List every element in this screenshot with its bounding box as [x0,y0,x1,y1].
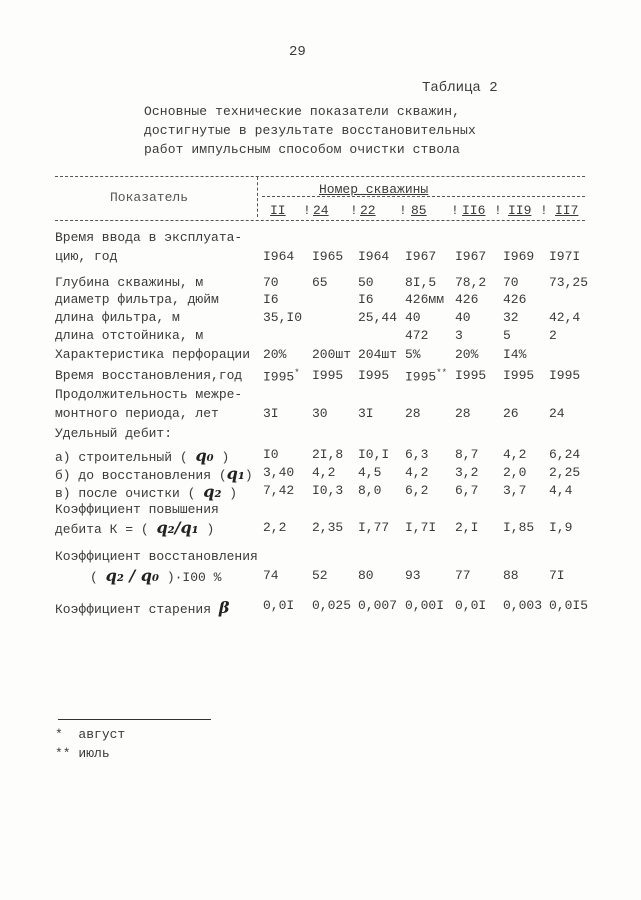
header-indicator: Показатель [110,190,189,205]
cell: 73,25 [549,275,589,290]
col-header-II7: II7 [555,203,579,218]
cell: 426мм [405,292,445,307]
cell: I969 [503,249,535,264]
cell: 30 [312,406,328,421]
row-label: Характеристика перфорации [55,347,251,362]
cell: I,7I [405,520,437,535]
cell: 204шт [358,347,398,362]
cell: 88 [503,568,519,583]
cell: I964 [358,249,390,264]
cell: 40 [455,310,471,325]
col-header-22: 22 [360,203,376,218]
cell: 8,7 [455,447,479,462]
cell: 70 [263,275,279,290]
cell: 50 [358,275,374,290]
cell: 0,0I5 [549,598,589,613]
footnote-1: * август [55,727,126,742]
col-header-24: 24 [313,203,329,218]
row-label: монтного периода, лет [55,406,219,421]
cell: I0,I [358,447,390,462]
cell: 3,2 [455,465,479,480]
row-label: б) до восстановления (q₁) [55,464,253,483]
cell: 78,2 [455,275,487,290]
cell: 2I,8 [312,447,344,462]
cell: 42,4 [549,310,581,325]
cell: 3,7 [503,483,527,498]
row-label: а) строительный ( q₀ ) [55,446,230,465]
cell: 5 [503,328,511,343]
cell: 40 [405,310,421,325]
cell: 2,I [455,520,479,535]
cell: 0,007 [358,598,398,613]
cell: 4,4 [549,483,573,498]
row-label: дебита К = ( q₂/q₁ ) [55,518,215,537]
cell: I0 [263,447,279,462]
cell: 7I [549,568,565,583]
cell: 426 [503,292,527,307]
cell: 472 [405,328,429,343]
cell: 2,2 [263,520,287,535]
cell: 2 [549,328,557,343]
cell: 70 [503,275,519,290]
cell: 20% [263,347,287,362]
table-caption-line-3: работ импульсным способом очистки ствола [144,142,461,157]
cell: 0,003 [503,598,543,613]
row-label: Время ввода в эксплуата- [55,230,243,245]
cell: 2,25 [549,465,581,480]
cell: 6,24 [549,447,581,462]
cell: 0,0I [455,598,487,613]
cell: 3I [358,406,374,421]
cell: 20% [455,347,479,362]
cell: 8I,5 [405,275,437,290]
col-header-85: 85 [411,203,427,218]
cell: I,9 [549,520,573,535]
cell: 2,0 [503,465,527,480]
cell: I995 [549,368,581,383]
row-label: Глубина скважины, м [55,275,204,290]
beta-symbol: β [218,598,230,617]
section-label: Удельный дебит: [55,426,173,441]
cell: I964 [263,249,295,264]
cell: 35,I0 [263,310,303,325]
header-bottom-rule [55,220,585,221]
cell: 25,44 [358,310,398,325]
row-label: Коэффициент восстановления [55,549,258,564]
col-separator: ! [399,203,407,218]
cell: I97I [549,249,581,264]
cell: I,77 [358,520,390,535]
cell: 65 [312,275,328,290]
row-label: Коэффициент старения β [55,598,230,617]
col-header-II: II [270,203,286,218]
cell: 6,3 [405,447,429,462]
col-separator: ! [350,203,358,218]
cell: I965 [312,249,344,264]
cell: I,85 [503,520,535,535]
q1-symbol: q₁ [226,464,245,483]
cell: 26 [503,406,519,421]
q0-symbol: q₀ [195,446,214,465]
col-header-II6: II6 [462,203,486,218]
footnote-mark: ** [436,368,448,378]
cell: 0,0I [263,598,295,613]
cell: I995 [455,368,487,383]
cell: I967 [405,249,437,264]
cell: 426 [455,292,479,307]
row-label: Продолжительность межре- [55,387,243,402]
footnote-rule [58,719,211,720]
row-label: длина фильтра, м [55,310,180,325]
cell: 4,2 [405,465,429,480]
cell: I995 [358,368,390,383]
footnote-2: ** июль [55,746,110,761]
cell: 3,40 [263,465,295,480]
cell: 5% [405,347,421,362]
cell: I995 [503,368,535,383]
cell: 4,5 [358,465,382,480]
col-separator: ! [451,203,459,218]
q2-symbol: q₂ [203,482,222,501]
row-label: длина отстойника, м [55,328,204,343]
cell: 3I [263,406,279,421]
cell: 0,00I [405,598,445,613]
cell: I995** [405,368,448,385]
q2-over-q0-symbol: q₂ / q₀ [105,566,159,585]
cell: I6 [263,292,279,307]
row-label: ( q₂ / q₀ )·I00 % [90,566,222,585]
cell: 28 [405,406,421,421]
table-caption-line-2: достигнутые в результате восстановительных [144,123,476,138]
row-label: цию, год [55,249,118,264]
cell: 6,2 [405,483,429,498]
q2-over-q1-symbol: q₂/q₁ [156,518,199,537]
header-top-rule [55,176,585,177]
cell: 32 [503,310,519,325]
cell: I6 [358,292,374,307]
cell: 74 [263,568,279,583]
cell: 80 [358,568,374,583]
header-divider [257,177,258,217]
table-caption-line-1: Основные технические показатели скважин, [144,104,461,119]
cell: 28 [455,406,471,421]
page-number: 29 [289,44,306,60]
cell: 24 [549,406,565,421]
cell: 8,0 [358,483,382,498]
cell: I995* [263,368,300,385]
col-header-II9: II9 [508,203,532,218]
row-label: диаметр фильтра, дюйм [55,292,219,307]
col-separator: ! [303,203,311,218]
cell: 7,42 [263,483,295,498]
cell: 3 [455,328,463,343]
row-label: Время восстановления,год [55,368,243,383]
cell: I967 [455,249,487,264]
footnote-mark: * [294,368,300,378]
footnote-mark: * [55,727,63,742]
cell: 0,025 [312,598,352,613]
cell: I0,3 [312,483,344,498]
cell: 93 [405,568,421,583]
row-label: Коэффициент повышения [55,502,219,517]
cell: 77 [455,568,471,583]
cell: 2,35 [312,520,344,535]
cell: 4,2 [503,447,527,462]
cell: I4% [503,347,527,362]
col-separator: ! [494,203,502,218]
table-label: Таблица 2 [422,80,498,96]
cell: 52 [312,568,328,583]
cell: I995 [312,368,344,383]
row-label: в) после очистки ( q₂ ) [55,482,238,501]
cell: 6,7 [455,483,479,498]
col-separator: ! [540,203,548,218]
cell: 4,2 [312,465,336,480]
footnote-mark: ** [55,746,71,761]
cell: 200шт [312,347,352,362]
header-well-number: Номер скважины [319,182,429,197]
